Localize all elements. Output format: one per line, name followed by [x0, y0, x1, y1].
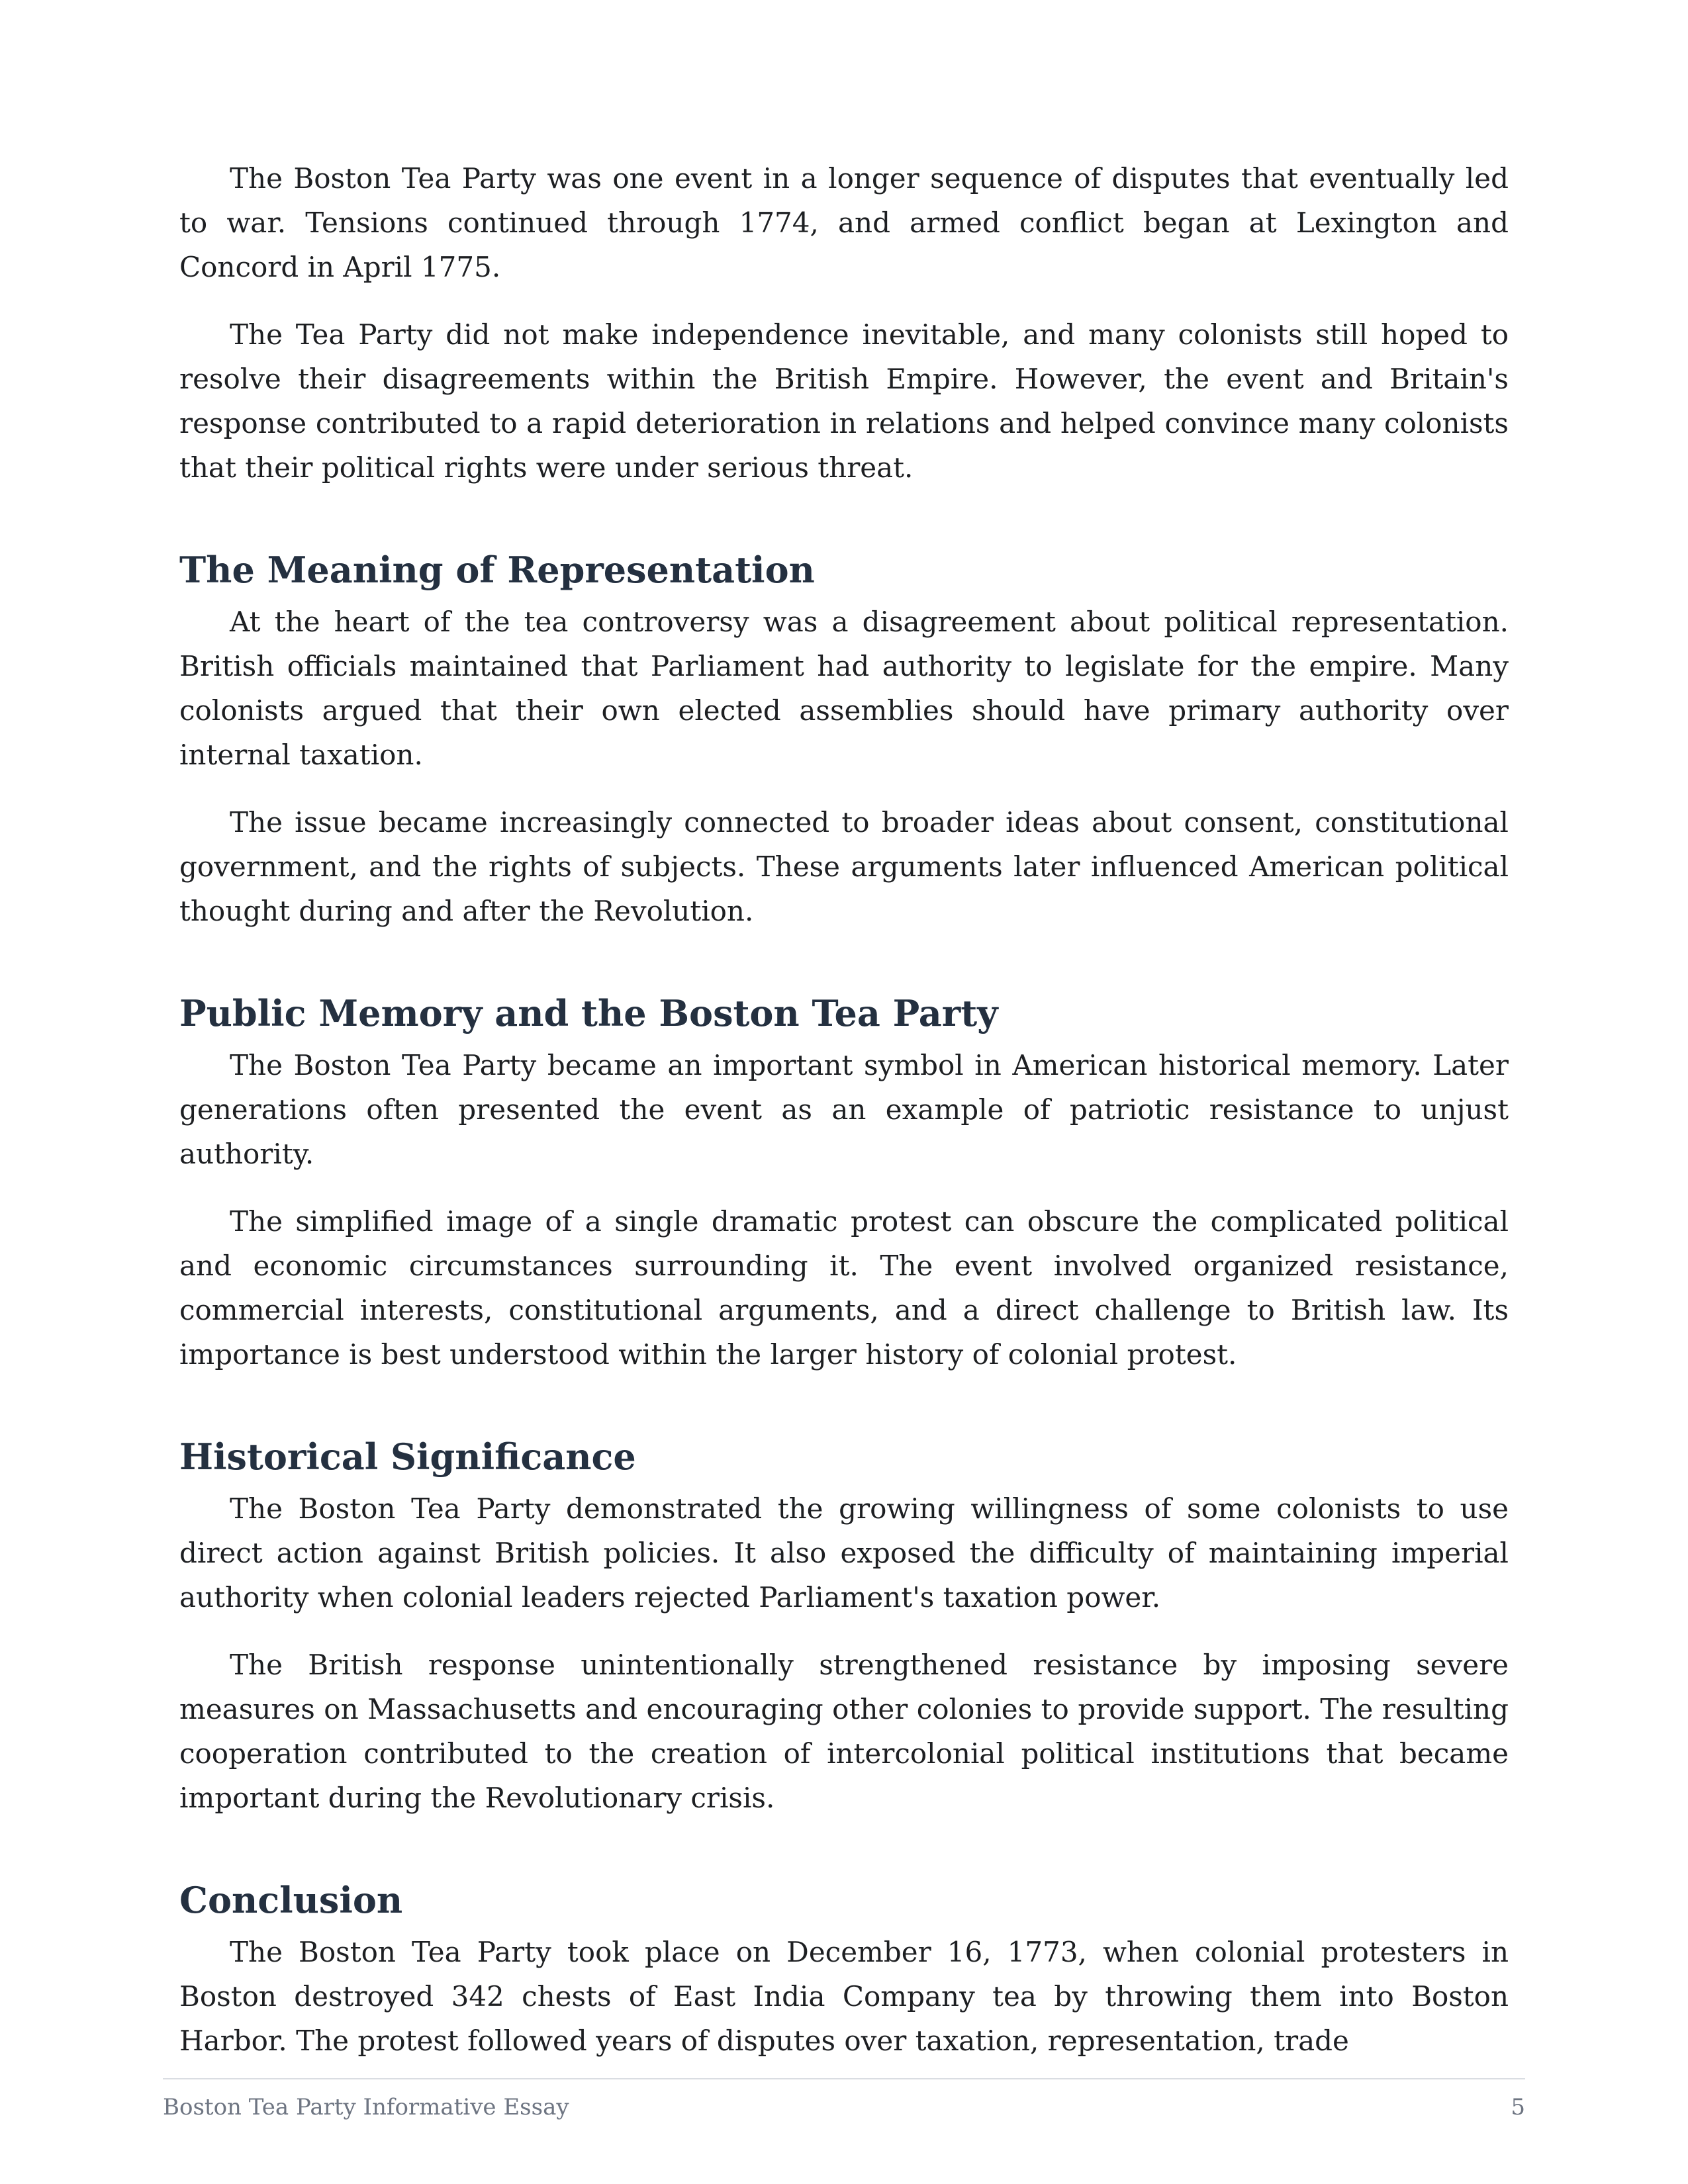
footer-document-title: Boston Tea Party Informative Essay: [163, 2094, 569, 2120]
page-body: [179, 156, 1509, 2086]
section-paragraph: The British response unintentionally strengthened resistance by imposing severe measures on Massachusetts and encouraging other colonies to provide support. The resulting cooperation contributed to the creation of intercolonial political institutions that became important during the Revolutionary crisis.: [179, 1649, 1509, 1814]
section-heading-representation: The Meaning of Representation: [179, 549, 815, 591]
intro-paragraph: The Boston Tea Party was one event in a longer sequence of disputes that eventually led to war. Tensions continued through 1774, and armed conflict began at Lexington and Concord in April 1775.: [179, 162, 1509, 283]
footer-divider: [163, 2078, 1525, 2079]
section-paragraph: The simplified image of a single dramatic protest can obscure the complicated political and economic circumstances surrounding it. The event involved organized resistance, commercial interests, constitutional arguments, and a direct challenge to British law. Its importance is best understood within the larger history of colonial protest.: [179, 1205, 1509, 1371]
section-heading-conclusion: Conclusion: [179, 1879, 403, 1921]
section-paragraph: The Boston Tea Party became an important symbol in American historical memory. Later generations often presented the event as an example of patriotic resistance to unjust authority.: [179, 1049, 1509, 1170]
section-heading-historical-significance: Historical Significance: [179, 1435, 636, 1478]
section-paragraph: At the heart of the tea controversy was a disagreement about political representation. British officials maintained that Parliament had authority to legislate for the empire. Many colonists argued that their own elected assemblies should have primary authority over internal taxation.: [179, 606, 1509, 771]
intro-paragraph: The Tea Party did not make independence inevitable, and many colonists still hoped to resolve their disagreements within the British Empire. However, the event and Britain's response contributed to a rapid deterioration in relations and helped convince many colonists that their political rights were under serious threat.: [179, 318, 1509, 484]
section-heading-public-memory: Public Memory and the Boston Tea Party: [179, 992, 998, 1034]
section-paragraph: The Boston Tea Party took place on December 16, 1773, when colonial protesters in Boston destroyed 342 chests of East India Company tea by throwing them into Boston Harbor. The protest followed years of disputes over taxation, representation, trade: [179, 1936, 1509, 2057]
section-paragraph: The Boston Tea Party demonstrated the growing willingness of some colonists to use direct action against British policies. It also exposed the difficulty of maintaining imperial authority when colonial leaders rejected Parliament's taxation power.: [179, 1492, 1509, 1614]
section-paragraph: The issue became increasingly connected to broader ideas about consent, constitutional government, and the rights of subjects. These arguments later influenced American political thought during and after the Revolution.: [179, 806, 1509, 927]
footer-page-number: 5: [1511, 2094, 1525, 2120]
